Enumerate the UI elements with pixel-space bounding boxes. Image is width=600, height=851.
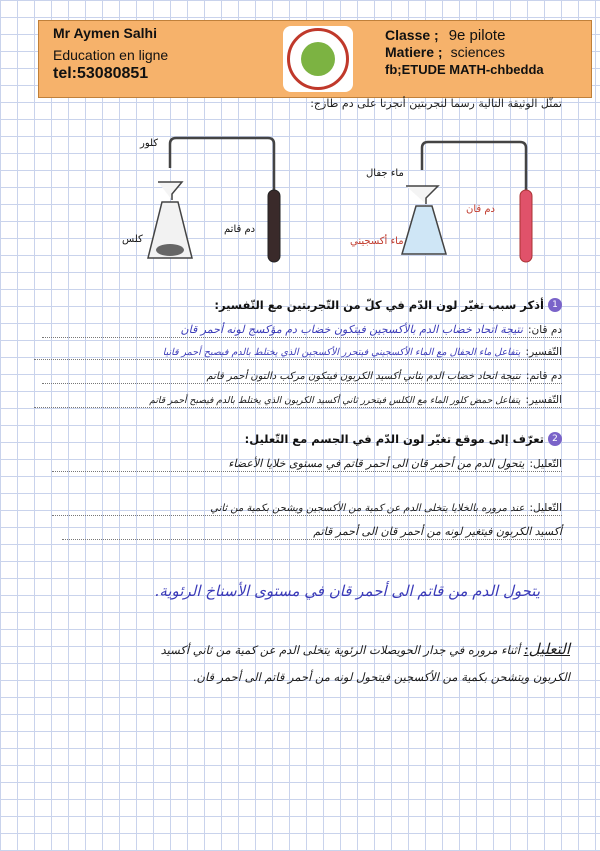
note-reason-text-1: أثناء مروره في جدار الحويصلات الرئوية يتخلى الدم عن كمية من ثاني أكسيد — [160, 643, 520, 657]
answer-ta3lil-1: يتحول الدم من أحمر قان الى أحمر قاتم في مستوى خلايا الأعضاء — [228, 457, 525, 470]
school-logo — [283, 26, 353, 92]
facebook-page: fb;ETUDE MATH-chbedda — [385, 62, 544, 77]
class-info — [385, 27, 544, 77]
question-2 — [245, 428, 562, 447]
question-1 — [214, 294, 562, 313]
note-reason-line-2: الكربون ويتشحن بكمية من الأكسجين فيتحول لونه من أحمر قاتم الى أحمر قان. — [192, 670, 570, 684]
question-2-text: تعرّف إلى موقع تغيّر لون الدّم في الجسم مع التّعليل: — [244, 432, 544, 446]
right-apparatus — [402, 142, 532, 262]
answer-tafsir2-row — [34, 388, 562, 408]
label-calcaire: كلس — [122, 234, 143, 245]
question-1-text: أذكر سبب تغيّر لون الدّم في كلّ من التّجربتين مع التّفسير: — [214, 298, 544, 312]
answer-ta3lil-2-line-1: عند مروره بالخلايا يتخلى الدم عن كمية من الأكسجين ويشحن بكمية من ثاني — [210, 503, 525, 514]
teacher-name: Mr Aymen Salhi — [53, 25, 157, 41]
label-qatim: دم قاتم: — [525, 370, 562, 382]
note-statement: يتحول الدم من قاتم الى أحمر قان في مستوى الأسناخ الرئوية. — [154, 582, 540, 600]
answer-qatim: نتيجة اتحاد خضاب الدم بثاني أكسيد الكربون فيتكون مركب دالتون أحمر قاتم — [206, 371, 521, 382]
page-header — [38, 20, 592, 98]
answer-tafsir1-row — [34, 340, 562, 360]
subject-value: sciences — [450, 44, 506, 60]
experiment-diagram — [100, 130, 540, 280]
left-apparatus — [148, 138, 280, 262]
answer-qan: نتيجة اتحاد خضاب الدم بالأكسجين فيتكون خضاب دم مؤكسج لونه أحمر قان — [180, 323, 523, 336]
question-1-number: 1 — [548, 298, 562, 312]
class-value: 9e pilote — [448, 27, 506, 44]
label-chlore: كلور — [140, 138, 159, 149]
answer-ta3lil1-row — [52, 452, 562, 472]
answer-ta3lil2-cont — [62, 520, 562, 540]
answer-qan-row — [42, 318, 562, 338]
logo-tree-icon — [301, 42, 335, 76]
label-qan: دم قان: — [528, 324, 562, 336]
teacher-phone: tel:53080851 — [53, 65, 149, 82]
answer-tafsir-2: يتفاعل حمض كلور الماء مع الكلس فيتحرر ثاني أكسيد الكربون الذي يختلط بالدم فيصبح أحمر قاتم — [149, 395, 521, 406]
label-bright-blood: دم قان — [466, 204, 495, 215]
note-reason-line-1 — [161, 640, 570, 658]
answer-ta3lil-2-line-2: أكسيد الكربون فيتغير لونه من أحمر قان الى أحمر قاتم — [313, 525, 562, 538]
class-label: Classe ; — [385, 27, 439, 43]
answer-qatim-row — [42, 364, 562, 384]
label-oxygenated-water: ماء أكسجيني — [350, 236, 404, 247]
class-line — [385, 27, 544, 44]
label-ta3lil-2: التّعليل: — [529, 502, 562, 514]
label-tafsir-2: التّفسير: — [525, 394, 562, 406]
subject-line — [385, 44, 544, 60]
note-reason-label: التعليل: — [523, 640, 570, 658]
intro-text: تمثّل الوثيقة التالية رسما لتجربتين أنجزتا على دم طازج: — [310, 97, 562, 110]
label-javel: ماء جفال — [366, 168, 404, 179]
label-tafsir-1: التّفسير: — [525, 346, 562, 358]
answer-tafsir-1: يتفاعل ماء الجفال مع الماء الأكسجيني فيتحرر الأكسجين الذي يختلط بالدم فيصبح أحمر قانيا — [162, 347, 521, 358]
answer-ta3lil2-row — [52, 496, 562, 516]
label-dark-blood: دم قاتم — [224, 224, 256, 235]
subject-label: Matiere ; — [385, 44, 443, 60]
label-ta3lil-1: التّعليل: — [529, 458, 562, 470]
logo-ring-icon — [287, 28, 349, 90]
education-label: Education en ligne — [53, 47, 169, 63]
question-2-number: 2 — [548, 432, 562, 446]
teacher-info — [53, 25, 168, 83]
